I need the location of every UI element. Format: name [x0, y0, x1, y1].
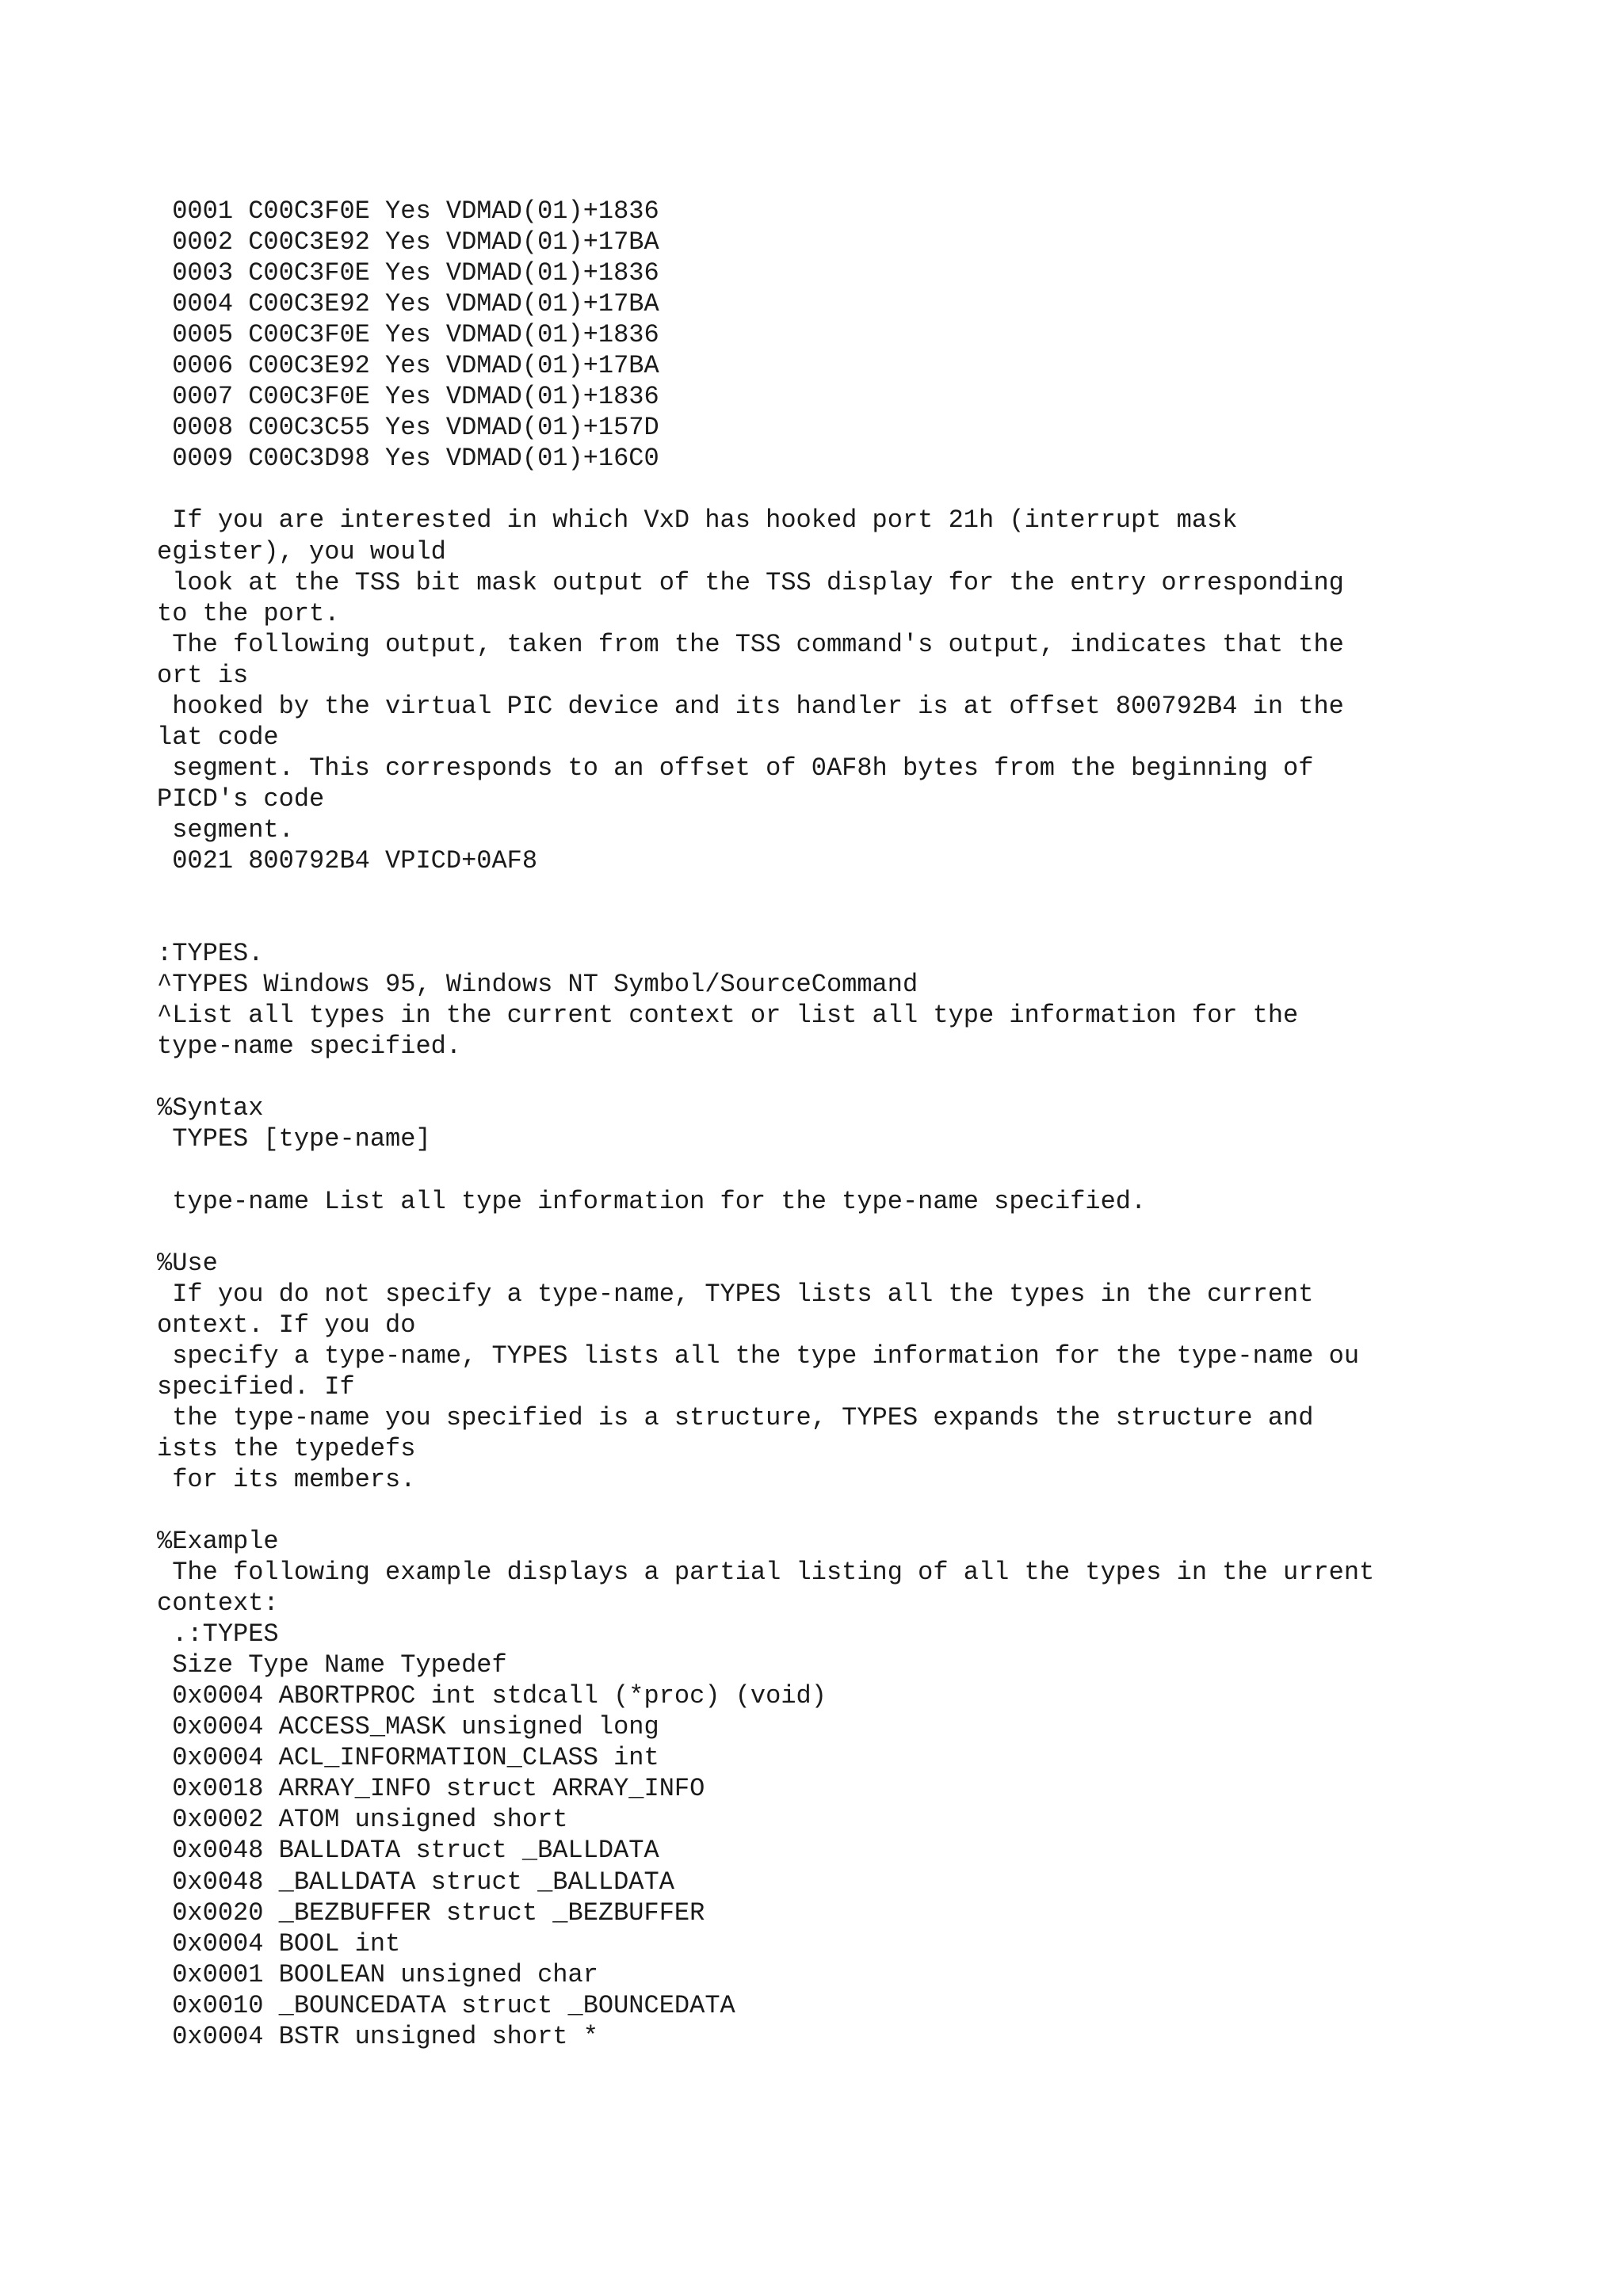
text-line: [157, 474, 1583, 505]
text-line: %Example: [157, 1527, 279, 1557]
text-line: for its members.: [157, 1464, 416, 1494]
text-line: .:TYPES: [157, 1619, 279, 1650]
text-line: type-name List all type information for the type-name specified.: [157, 1186, 1147, 1216]
text-line: [157, 1062, 1583, 1093]
text-line: 0021 800792B4 VPICD+0AF8: [157, 845, 538, 875]
text-line: PICD's code: [157, 784, 325, 814]
text-line: [157, 1495, 1583, 1526]
text-line: Size Type Name Typedef: [157, 1650, 507, 1680]
text-line: 0x0048 _BALLDATA struct _BALLDATA: [157, 1867, 674, 1897]
text-line: The following example displays a partial listing of all the types in the urrent: [157, 1558, 1375, 1588]
text-line: %Syntax: [157, 1093, 264, 1123]
text-line: %Use: [157, 1248, 218, 1278]
text-line: 0009 C00C3D98 Yes VDMAD(01)+16C0: [157, 444, 659, 474]
text-line: ort is: [157, 660, 249, 690]
text-line: specify a type-name, TYPES lists all the type information for the type-name ou: [157, 1341, 1360, 1371]
text-line: hooked by the virtual PIC device and its handler is at offset 800792B4 in the: [157, 691, 1344, 721]
text-line: 0x0004 ACCESS_MASK unsigned long: [157, 1712, 659, 1742]
text-line: The following output, taken from the TSS command's output, indicates that the: [157, 629, 1344, 659]
text-line: context:: [157, 1589, 279, 1619]
text-line: 0x0004 BSTR unsigned short *: [157, 2021, 598, 2051]
text-line: type-name specified.: [157, 1032, 462, 1062]
text-line: [157, 1217, 1583, 1248]
text-line: ists the typedefs: [157, 1433, 416, 1463]
text-line: egister), you would: [157, 536, 446, 566]
document-text: [157, 196, 1583, 2052]
text-line: to the port.: [157, 598, 340, 628]
text-line: 0002 C00C3E92 Yes VDMAD(01)+17BA: [157, 227, 659, 257]
text-line: ^List all types in the current context or list all type information for the: [157, 1001, 1299, 1031]
text-line: 0x0004 BOOL int: [157, 1928, 401, 1958]
text-line: look at the TSS bit mask output of the TSS display for the entry orresponding: [157, 567, 1344, 597]
text-line: 0003 C00C3F0E Yes VDMAD(01)+1836: [157, 258, 659, 288]
text-line: 0001 C00C3F0E Yes VDMAD(01)+1836: [157, 196, 659, 226]
text-line: [157, 876, 1583, 907]
text-line: 0x0004 ACL_INFORMATION_CLASS int: [157, 1743, 659, 1773]
text-line: [157, 907, 1583, 938]
text-line: specified. If: [157, 1371, 355, 1402]
text-line: 0x0048 BALLDATA struct _BALLDATA: [157, 1836, 659, 1866]
text-line: 0x0020 _BEZBUFFER struct _BEZBUFFER: [157, 1897, 705, 1928]
text-line: [157, 1154, 1583, 1185]
text-line: ^TYPES Windows 95, Windows NT Symbol/SourceCommand: [157, 970, 918, 1000]
text-line: 0004 C00C3E92 Yes VDMAD(01)+17BA: [157, 289, 659, 319]
text-line: 0007 C00C3F0E Yes VDMAD(01)+1836: [157, 382, 659, 412]
text-line: :TYPES.: [157, 939, 264, 969]
text-line: segment. This corresponds to an offset of 0AF8h bytes from the beginning of: [157, 753, 1314, 783]
text-line: 0006 C00C3E92 Yes VDMAD(01)+17BA: [157, 351, 659, 381]
text-line: 0x0004 ABORTPROC int stdcall (*proc) (void): [157, 1681, 827, 1711]
text-line: 0x0018 ARRAY_INFO struct ARRAY_INFO: [157, 1774, 705, 1804]
text-line: TYPES [type-name]: [157, 1124, 431, 1154]
text-line: 0008 C00C3C55 Yes VDMAD(01)+157D: [157, 413, 659, 443]
text-line: 0x0010 _BOUNCEDATA struct _BOUNCEDATA: [157, 1990, 735, 2020]
text-line: 0x0002 ATOM unsigned short: [157, 1805, 568, 1835]
text-line: 0x0001 BOOLEAN unsigned char: [157, 1959, 598, 1989]
text-line: 0005 C00C3F0E Yes VDMAD(01)+1836: [157, 320, 659, 350]
text-line: ontext. If you do: [157, 1310, 416, 1340]
text-line: If you are interested in which VxD has hooked port 21h (interrupt mask: [157, 505, 1238, 536]
text-line: lat code: [157, 722, 279, 752]
text-line: segment.: [157, 814, 294, 845]
text-line: If you do not specify a type-name, TYPES lists all the types in the current: [157, 1279, 1314, 1309]
text-line: the type-name you specified is a structure, TYPES expands the structure and: [157, 1402, 1314, 1432]
